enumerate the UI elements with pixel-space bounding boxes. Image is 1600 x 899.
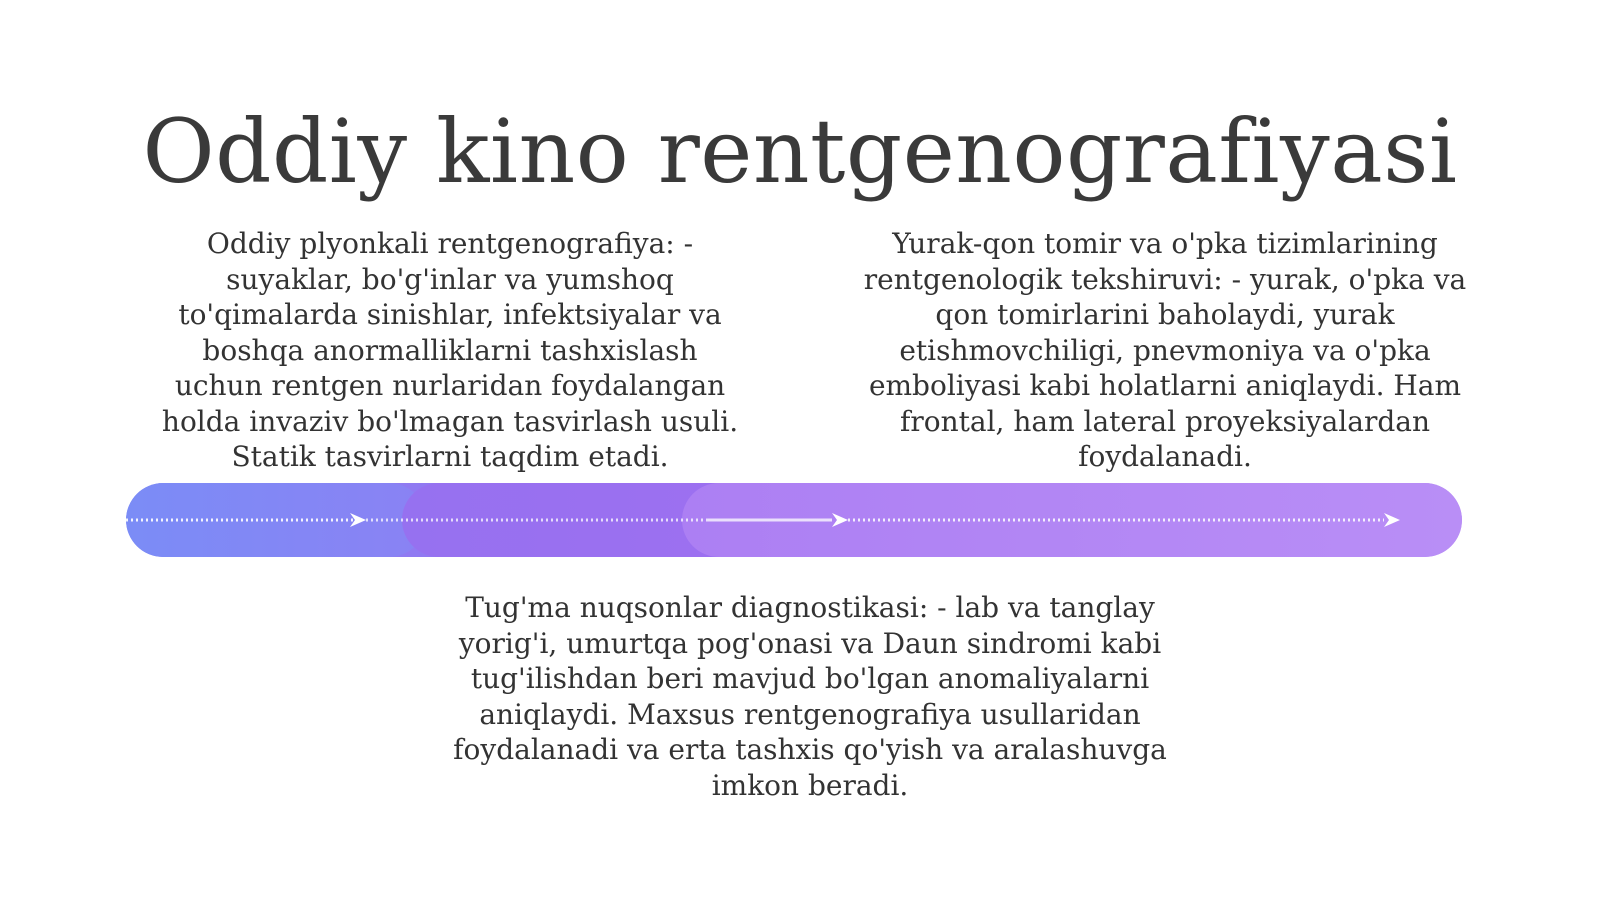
slide-title: Oddiy kino rentgenografiyasi (142, 99, 1458, 203)
timeline-item-text-2: Yurak-qon tomir va o'pka tizimlarining rentgenologik tekshiruvi: - yurak, o'pka va qon tomirlarini baholaydi, yurak etishmovchiligi, pnevmoniya va o'pka emboliyasi kabi holatlarni aniqlaydi. Ham frontal, ham lateral proyeksiyalardan foydalanadi. (863, 227, 1467, 473)
timeline-track (126, 483, 1462, 557)
arrow-right-icon (832, 513, 848, 527)
arrow-right-icon (1384, 513, 1400, 527)
timeline-bar (126, 483, 1462, 557)
timeline-item-text-3: Tug'ma nuqsonlar diagnostikasi: - lab va tanglay yorig'i, umurtqa pog'onasi va Daun sindromi kabi tug'ilishdan beri mavjud bo'lgan anomaliyalarni aniqlaydi. Maxsus rentgenografiya usullaridan foydalanadi va erta tashxis qo'yish va aralashuvga imkon beradi. (453, 591, 1167, 802)
timeline-item-text-1: Oddiy plyonkali rentgenografiya: - suyaklar, bo'g'inlar va yumshoq to'qimalarda sinishlar, infektsiyalar va boshqa anormalliklarni tashxislash uchun rentgen nurlaridan foydalangan holda invaziv bo'lmagan tasvirlash usuli. Statik tasvirlarni taqdim etadi. (161, 227, 739, 473)
